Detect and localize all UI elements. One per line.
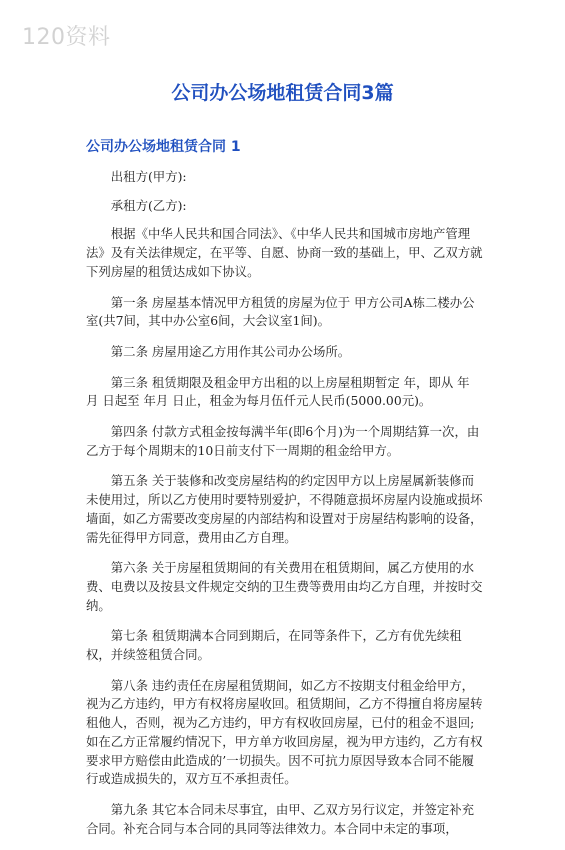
paragraph-article-6: 第六条 关于房屋租赁期间的有关费用在租赁期间，属乙方使用的水费、电费以及按县文件规定交纳的卫生费等费用由均乙方自理，并按时交纳。 — [86, 560, 483, 613]
paragraph-article-1: 第一条 房屋基本情况甲方租赁的房屋为位于 甲方公司A栋二楼办公室(共7间，其中办公室6间，大会议室1间)。 — [86, 294, 475, 329]
paragraph-article-3: 第三条 租赁期限及租金甲方出租的以上房屋租期暂定 年，即从 年 月 日起至 年月 日止，租金为每月伍仟元人民币(5000.00元)。 — [86, 374, 470, 409]
paragraph-article-4: 第四条 付款方式租金按每满半年(即6个月)为一个周期结算一次，由乙方于每个周期末的10日前支付下一周期的租金给甲方。 — [86, 424, 480, 458]
watermark: 120资料 — [22, 25, 111, 50]
section-title: 公司办公场地租赁合同 1 — [86, 139, 241, 155]
paragraph-preamble: 根据《中华人民共和国合同法》、《中华人民共和国城市房地产管理法》及有关法律规定，在平等、自愿、协商一致的基础上，甲、乙双方就下列房屋的租赁达成如下协议。 — [86, 226, 483, 279]
paragraph-article-9: 第九条 其它本合同未尽事宜，由甲、乙双方另行议定，并签定补充合同。补充合同与本合同的具同等法律效力。本合同中未定的事项， — [86, 801, 475, 836]
document-body — [86, 168, 484, 850]
paragraph-lessee: 承租方(乙方): — [110, 197, 187, 213]
paragraph-article-8: 第八条 违约责任在房屋租赁期间，如乙方不按期支付租金给甲方，视为乙方违约，甲方有权将房屋收回。租赁期间，乙方不得擅自将房屋转租他人，否则，视为乙方违约，甲方有权收回房屋，已付的租金不退回;如在乙方正常履约情况下，甲方单方收回房屋，视为甲方违约，乙方有权要求甲方赔偿由此造成的’一切损失。因不可抗力原因导致本合同不能履行或造成损失的，双方互不承担责任。 — [86, 677, 483, 787]
paragraph-lessor: 出租方(甲方): — [110, 169, 187, 184]
paragraph-article-2: 第二条 房屋用途乙方用作其公司办公场所。 — [110, 343, 351, 359]
paragraph-article-5: 第五条 关于装修和改变房屋结构的约定因甲方以上房屋属新装修而未使用过，所以乙方使用时要特别爱护，不得随意损坏房屋内设施或损坏墙面，如乙方需要改变房屋的内部结构和设置对于房屋结构影响的设备，需先征得甲方同意，费用由乙方自理。 — [86, 473, 483, 545]
paragraph-article-7: 第七条 租赁期满本合同到期后，在同等条件下，乙方有优先续租权，并续签租赁合同。 — [86, 628, 462, 663]
document-title: 公司办公场地租赁合同3篇 — [171, 82, 394, 104]
